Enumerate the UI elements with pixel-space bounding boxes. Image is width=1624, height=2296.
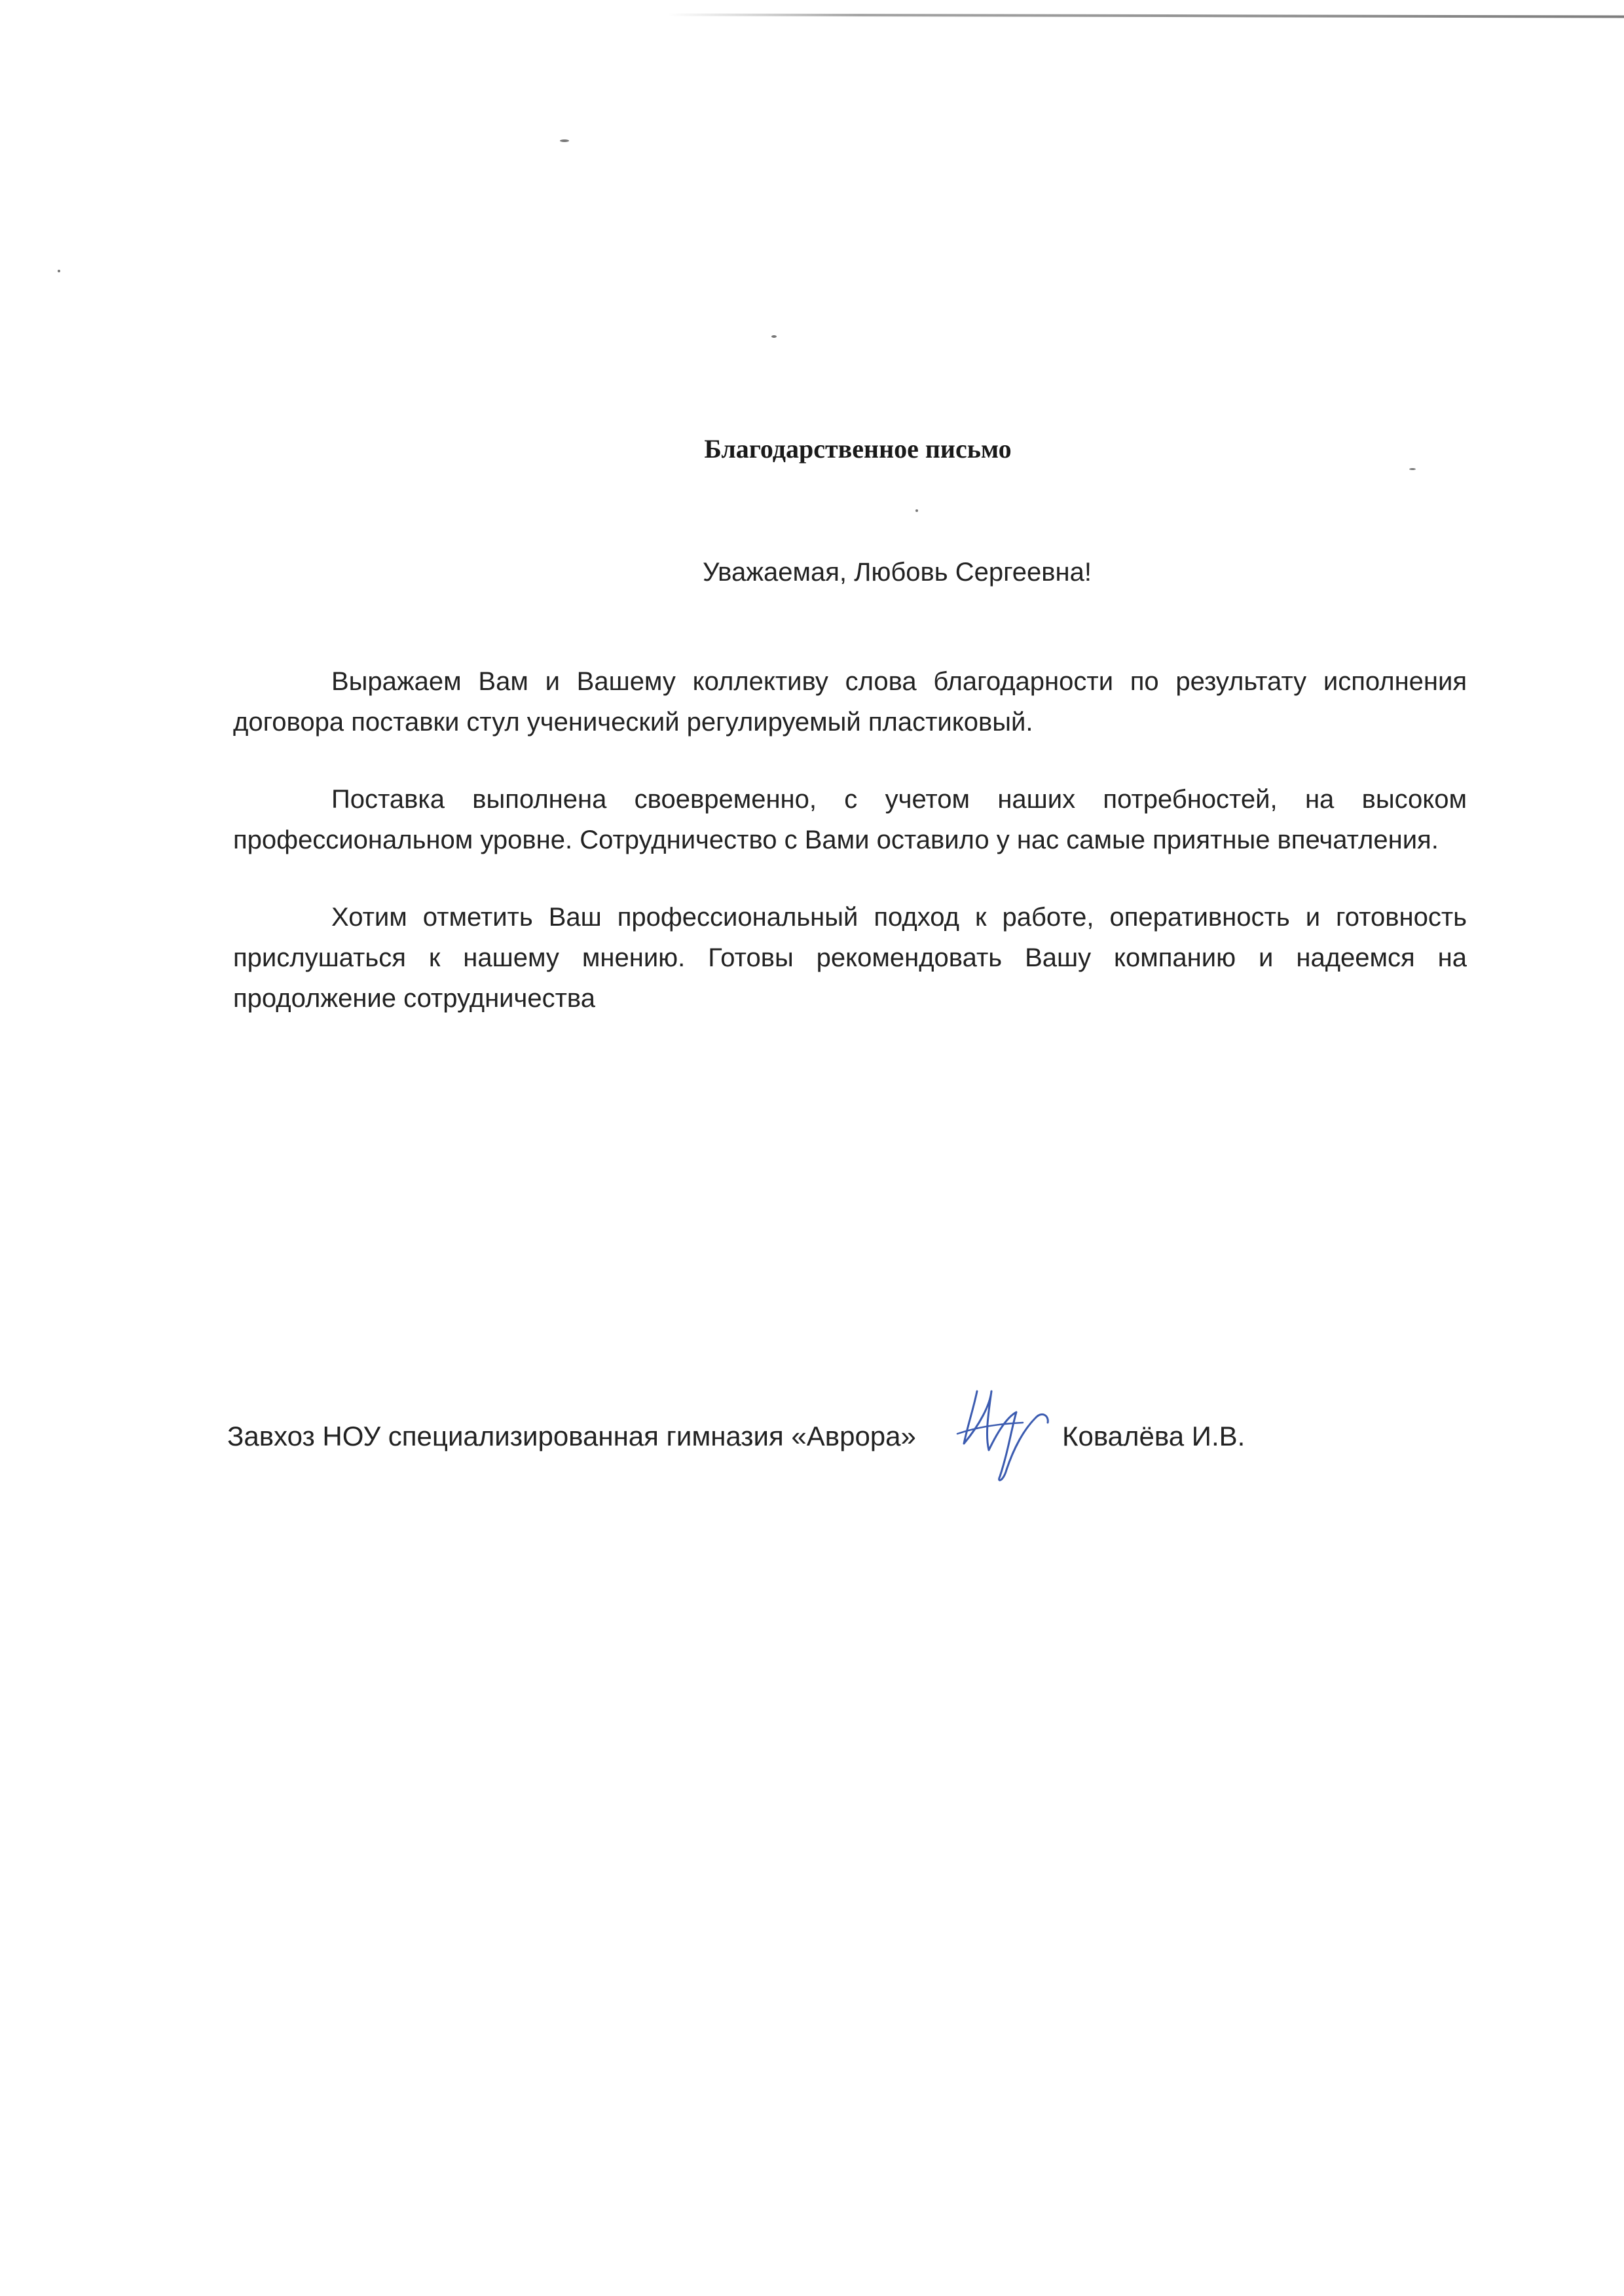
body-paragraph-2: Поставка выполнена своевременно, с учетом наших потребностей, на высоком профессиональном уровне. Сотрудничество с Вами оставило у нас самые приятные впечатления.: [233, 785, 1467, 854]
scan-edge-line: [668, 13, 1624, 18]
scan-speck: [560, 139, 569, 142]
scan-speck: [915, 509, 918, 512]
scan-speck: [771, 335, 777, 338]
handwritten-signature: [951, 1372, 1069, 1486]
scan-speck: [1409, 468, 1416, 470]
signatory-position: Завхоз НОУ специализированная гимназия «Аврора»: [227, 1421, 916, 1451]
signature-block: [227, 1401, 1340, 1480]
signatory-name: Ковалёва И.В.: [1062, 1421, 1246, 1451]
letter-title: Благодарственное письмо: [704, 434, 1012, 464]
letter-salutation: Уважаемая, Любовь Сергеевна!: [703, 558, 1092, 587]
body-paragraph-1: Выражаем Вам и Вашему коллективу слова благодарности по результату исполнения договора поставки стул ученический регулируемый пластиковый.: [233, 667, 1467, 737]
body-paragraph-3: Хотим отметить Ваш профессиональный подход к работе, оперативность и готовность прислушаться к нашему мнению. Готовы рекомендовать Вашу компанию и надеемся на продолжение сотрудничества: [233, 903, 1467, 1013]
letter-body: [233, 661, 1467, 1055]
scan-speck: [58, 270, 60, 272]
